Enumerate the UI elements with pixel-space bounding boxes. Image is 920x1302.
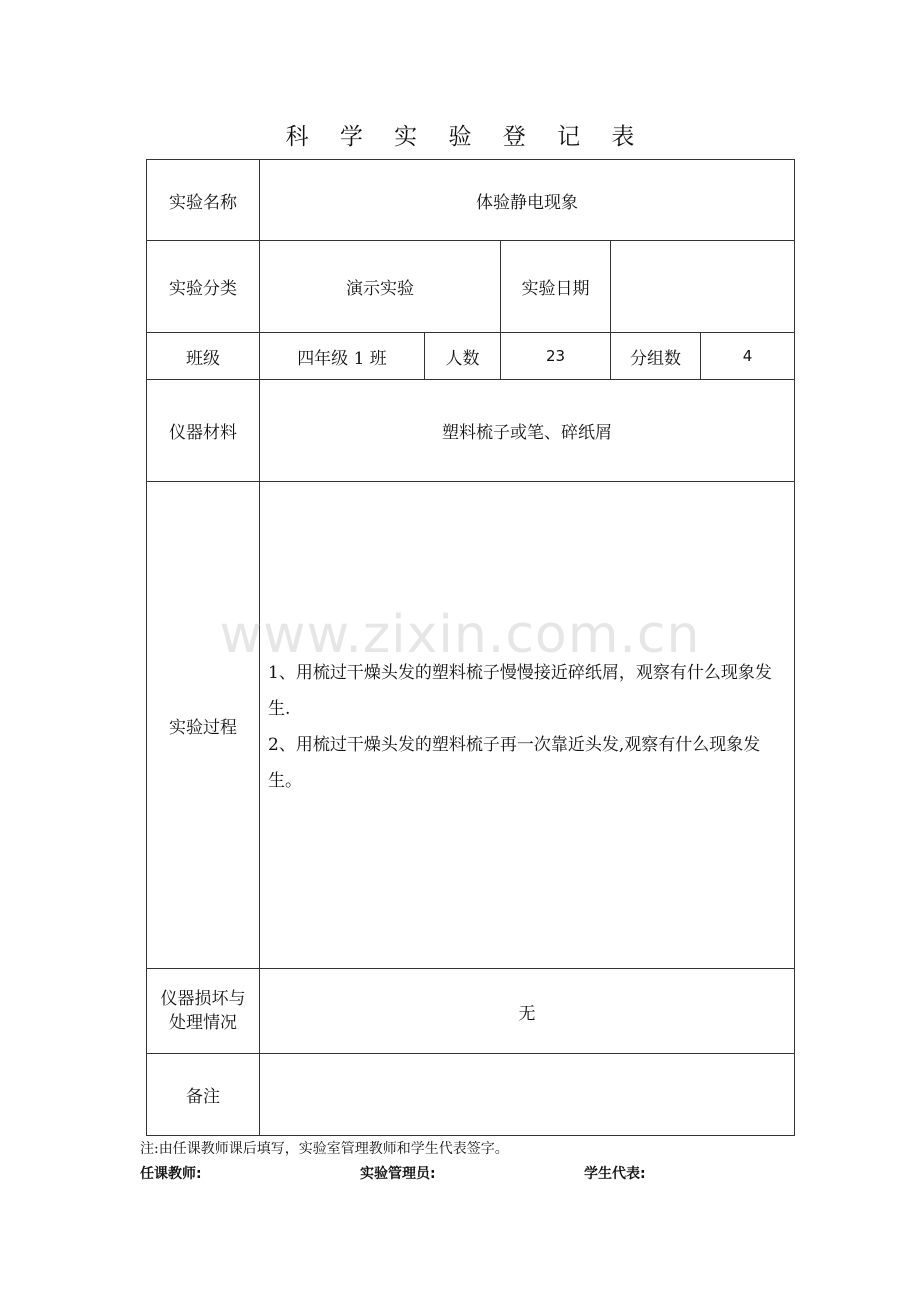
people-label: 人数: [445, 348, 480, 369]
process-step-2: 2、用梳过干燥头发的塑料梳子再一次靠近头发,观察有什么现象发生。: [268, 735, 761, 791]
damage-label-line-2: 处理情况: [169, 1013, 237, 1033]
damage-label: [147, 969, 259, 1053]
process-step-1: 1、用梳过干燥头发的塑料梳子慢慢接近碎纸屑，观察有什么现象发生.: [268, 663, 772, 719]
process-steps: [268, 655, 786, 799]
student-signature-label: 学生代表:: [584, 1166, 646, 1182]
footer-note: 注:由任课教师课后填写，实验室管理教师和学生代表签字。: [140, 1141, 509, 1157]
materials-label: 仪器材料: [169, 423, 237, 443]
materials-value: 塑料梳子或笔、碎纸屑: [442, 423, 612, 443]
class-value: 四年级 1 班: [297, 348, 387, 369]
page-title: 科 学 实 验 登 记 表: [285, 124, 647, 150]
damage-value: 无: [518, 1003, 536, 1024]
experiment-date-label: 实验日期: [521, 279, 590, 299]
teacher-signature-label: 任课教师:: [140, 1166, 202, 1182]
experiment-type-label: 实验分类: [169, 279, 237, 299]
remarks-value: [260, 1054, 794, 1135]
groups-value: 4: [742, 347, 753, 365]
groups-label: 分组数: [630, 348, 681, 369]
experiment-name-value: 体验静电现象: [476, 192, 578, 213]
experiment-date-value: [611, 241, 794, 332]
experiment-name-label: 实验名称: [169, 192, 237, 213]
admin-signature-label: 实验管理员:: [360, 1166, 436, 1182]
remarks-label: 备注: [186, 1087, 220, 1107]
damage-label-line-1: 仪器损坏与: [160, 989, 246, 1009]
process-label: 实验过程: [169, 717, 237, 738]
class-label: 班级: [186, 348, 220, 369]
watermark: www.zixin.com.cn: [219, 605, 701, 665]
people-value: 23: [545, 347, 566, 365]
experiment-type-value: 演示实验: [346, 279, 414, 299]
